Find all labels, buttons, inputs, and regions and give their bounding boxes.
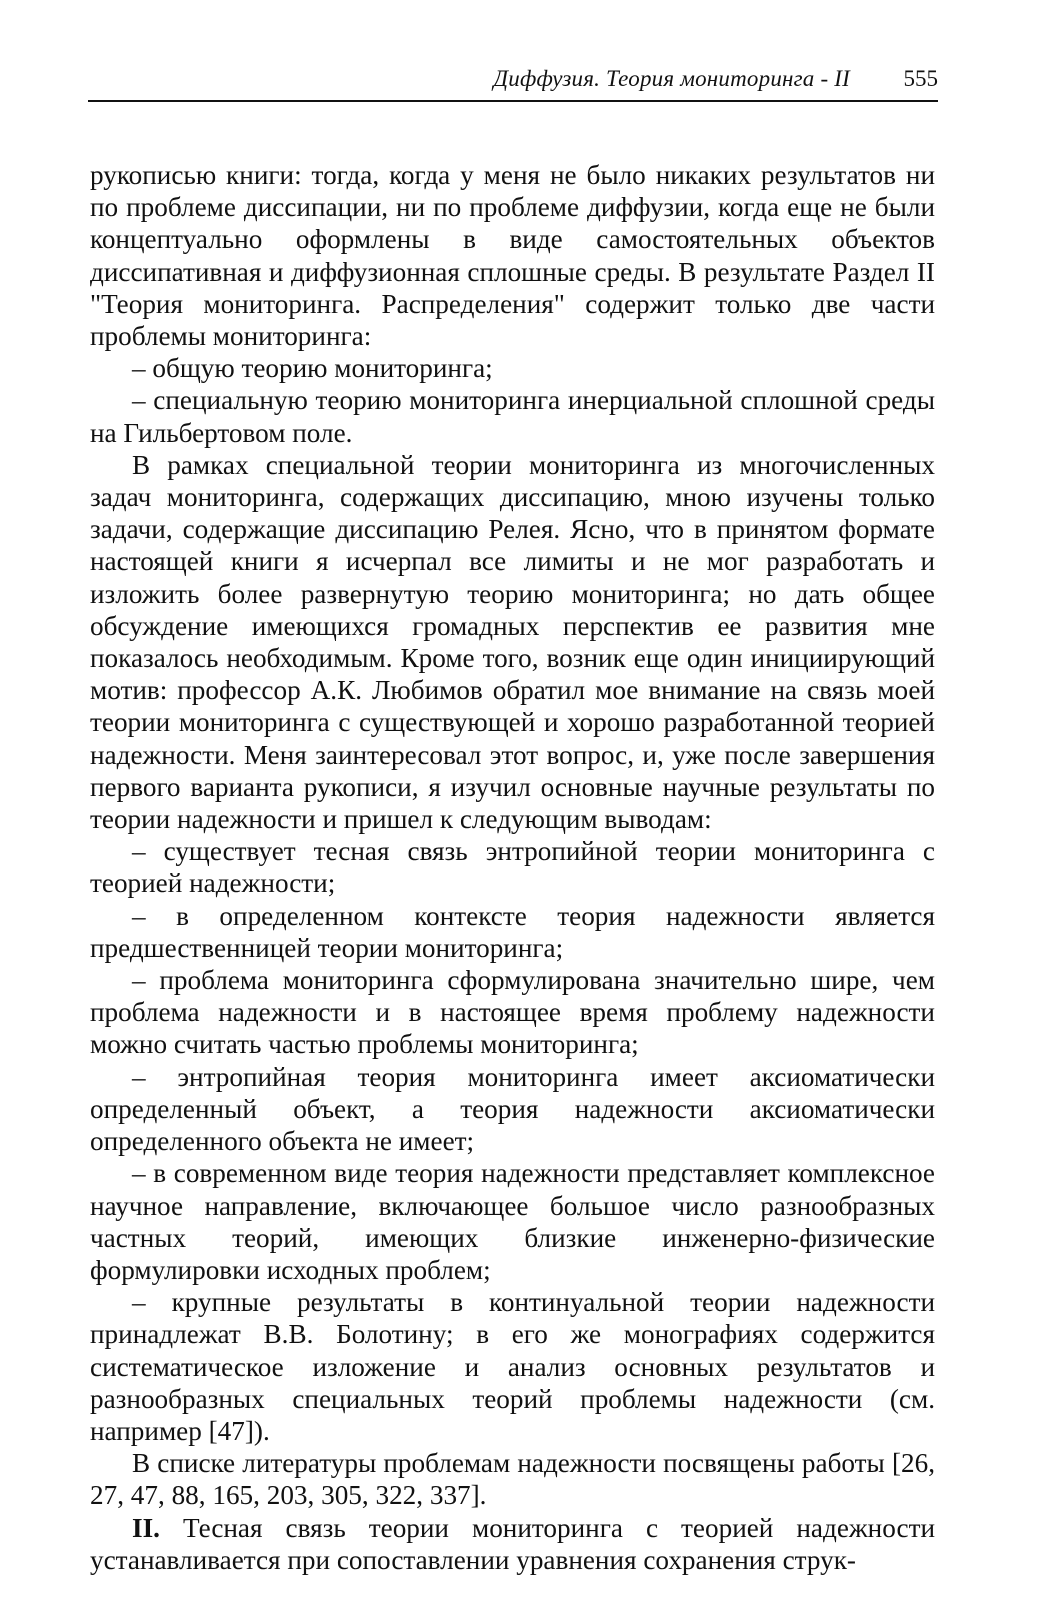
section-number: II. <box>132 1512 160 1543</box>
paragraph-special-monitoring: В рамках специальной теории мониторинга из многочисленных задач мониторинга, содержащих диссипацию, мною изучены только задачи, содержащие диссипацию Релея. Ясно, что в принятом формате настоящей книги я исчерпал все лимиты и не мог разработать и изложить более развернутую теорию мониторинга; но дать общее обсуждение имеющихся громадных перспектив ее развития мне показалось необходимым. Кроме того, возник еще один инициирующий мотив: профессор А.К. Любимов обратил мое внимание на связь моей теории мониторинга с существующей и хорошо разработанной теорией надежности. Меня заинтересовал этот вопрос, и, уже после завершения первого варианта рукописи, я изучил основные научные результаты по теории надежности и пришел к следующим выводам: <box>90 449 935 835</box>
page-number: 555 <box>903 66 938 91</box>
conclusion-item-bolotin: – крупные результаты в континуальной теории надежности принадлежат В.В. Болотину; в его же монографиях содержится систематическое изложение и анализ основных результатов и разнообразных специальных теорий проблемы надежности (см. например [47]). <box>90 1287 935 1446</box>
section-ii-text: Тесная связь теории мониторинга с теорией надежности устанавливается при сопоставлении уравнения сохранения струк- <box>90 1512 936 1575</box>
list-item-special-theory: – специальную теорию мониторинга инерциальной сплошной среды на Гильбертовом поле. <box>90 385 935 448</box>
conclusion-item-axiomatic-object: – энтропийная теория мониторинга имеет аксиоматически определенный объект, а теория надежности аксиоматически определенного объекта не имеет; <box>90 1061 935 1157</box>
body-text <box>90 159 935 1576</box>
conclusion-item-broader-scope: – проблема мониторинга сформулирована значительно шире, чем проблема надежности и в настоящее время проблему надежности можно считать частью проблемы мониторинга; <box>90 965 935 1060</box>
list-item-general-theory: – общую теорию мониторинга; <box>132 353 493 384</box>
paragraph-section-ii <box>90 1512 935 1576</box>
running-header <box>88 64 938 102</box>
running-title: Диффузия. Теория мониторинга - II <box>493 66 850 91</box>
conclusion-item-predecessor: – в определенном контексте теория надежности является предшественницей теории мониторинга; <box>90 900 935 963</box>
paragraph-references: В списке литературы проблемам надежности посвящены работы [26, 27, 47, 88, 165, 203, 305, 322, 337]. <box>90 1448 935 1511</box>
conclusion-item-complex-direction: – в современном виде теория надежности представляет комплексное научное направление, включающее большое число разнообразных частных теорий, имеющих близкие инженерно-физические формулировки исходных проблем; <box>90 1158 935 1285</box>
paragraph-continuation: рукописью книги: тогда, когда у меня не было никаких результатов ни по проблеме диссипации, ни по проблеме диффузии, когда еще не были концептуально оформлены в виде самостоятельных объектов диссипативная и диффузионная сплошные среды. В результате Раздел II "Теория мониторинга. Распределения" содержит только две части проблемы мониторинга: <box>90 160 935 352</box>
conclusion-item-entropy-link: – существует тесная связь энтропийной теории мониторинга с теорией надежности; <box>90 836 935 899</box>
